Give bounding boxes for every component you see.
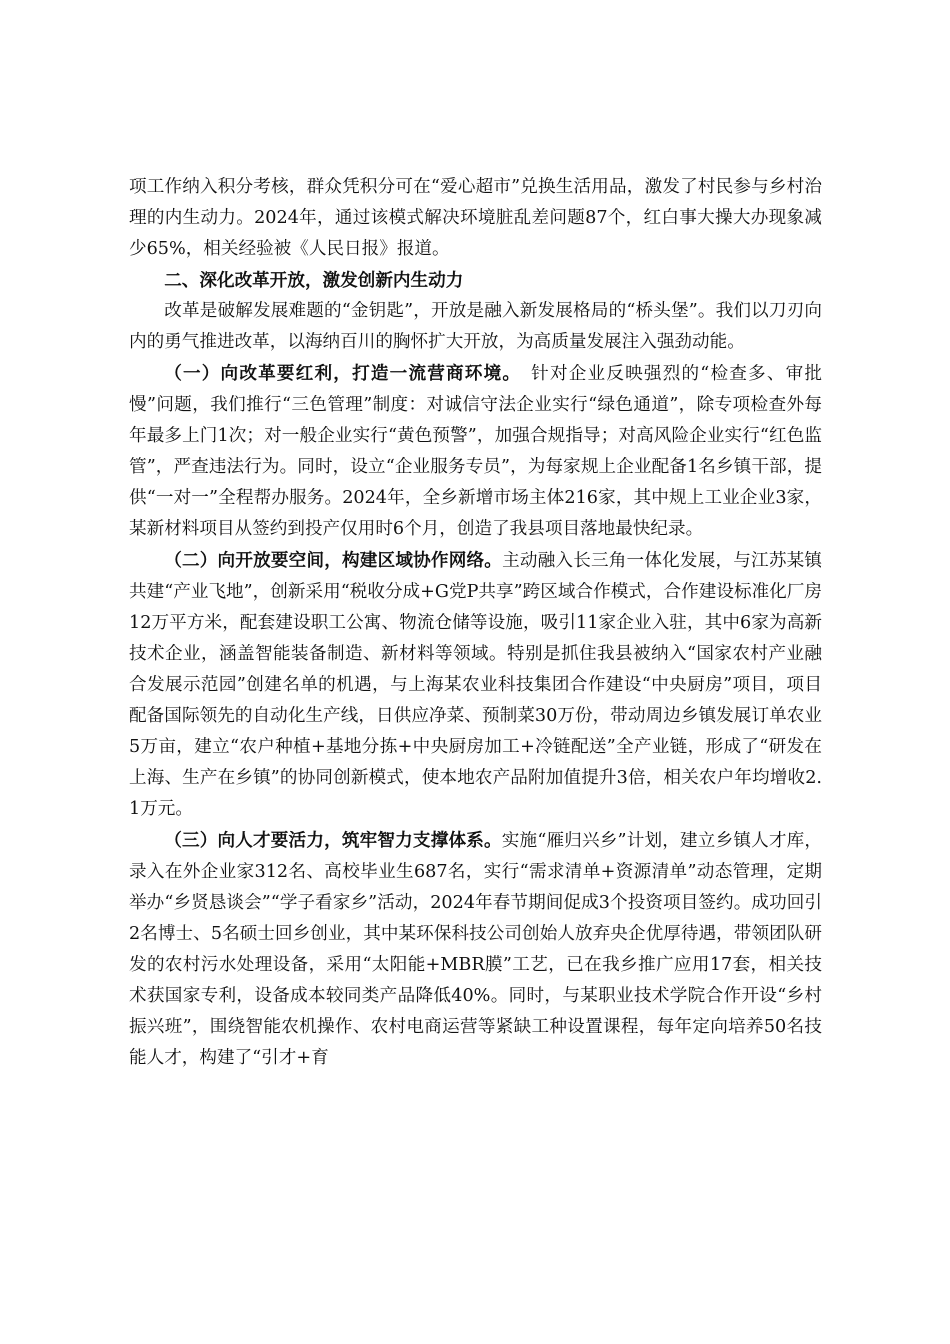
item-2-body: 主动融入长三角一体化发展，与江苏某镇共建“产业飞地”，创新采用“税收分成+G党P共享”跨区域合作模式，合作建设标准化厂房12万平方米，配套建设职工公寓、物流仓储等设施，吸引11家企业入驻，其中6家为高新技术企业，涵盖智能装备制造、新材料等领域。特别是抓住我县被纳入“国家农村产业融合发展示范园”创建名单的机遇，与上海某农业科技集团合作建设“中央厨房”项目，项目配备国际领先的自动化生产线，日供应净菜、预制菜30万份，带动周边乡镇发展订单农业5万亩，建立“农户种植+基地分拣+中央厨房加工+冷链配送”全产业链，形成了“研发在上海、生产在乡镇”的协同创新模式，使本地农产品附加值提升3倍，相关农户年均增收2. 1万元。 [129, 551, 822, 819]
item-1-title: （一）向改革要红利，打造一流营商环境。 [164, 363, 513, 384]
paragraph-item-3 [129, 825, 822, 1074]
item-1-body: 针对企业反映强烈的“检查多、审批慢”问题，我们推行“三色管理”制度：对诚信守法企业实行“绿色通道”，除专项检查外每年最多上门1次；对一般企业实行“黄色预警”，加强合规指导；对高风险企业实行“红色监管”，严查违法行为。同时，设立“企业服务专员”，为每家规上企业配备1名乡镇干部，提供“一对一”全程帮办服务。2024年，全乡新增市场主体216家，其中规上工业企业3家，某新材料项目从签约到投产仅用时6个月，创造了我县项目落地最快纪录。 [129, 364, 823, 539]
paragraph-item-1 [129, 358, 822, 545]
section-heading-2: 二、深化改革开放，激发创新内生动力 [164, 270, 464, 291]
item-2-title: （二）向开放要空间，构建区域协作网络。 [164, 550, 503, 571]
document-body [129, 172, 822, 1074]
paragraph-item-2 [129, 545, 822, 825]
paragraph-continuation: 项工作纳入积分考核，群众凭积分可在“爱心超市”兑换生活用品，激发了村民参与乡村治理的内生动力。2024年，通过该模式解决环境脏乱差问题87个，红白事大操大办现象减少65%，相关经验被《人民日报》报道。 [129, 177, 822, 259]
paragraph-reform-intro: 改革是破解发展难题的“金钥匙”，开放是融入新发展格局的“桥头堡”。我们以刀刃向内的勇气推进改革，以海纳百川的胸怀扩大开放，为高质量发展注入强劲动能。 [129, 301, 822, 352]
item-3-body: 实施“雁归兴乡”计划，建立乡镇人才库，录入在外企业家312名、高校毕业生687名，实行“需求清单+资源清单”动态管理，定期举办“乡贤恳谈会”“学子看家乡”活动，2024年春节期间促成3个投资项目签约。成功回引2名博士、5名硕士回乡创业，其中某环保科技公司创始人放弃央企优厚待遇，带领团队研发的农村污水处理设备，采用“太阳能+MBR膜”工艺，已在我乡推广应用17套，相关技术获国家专利，设备成本较同类产品降低40%。同时，与某职业技术学院合作开设“乡村振兴班”，围绕智能农机操作、农村电商运营等紧缺工种设置课程，每年定向培养50名技能人才，构建了“引才+育 [129, 831, 822, 1068]
item-3-title: （三）向人才要活力，筑牢智力支撑体系。 [164, 830, 502, 851]
